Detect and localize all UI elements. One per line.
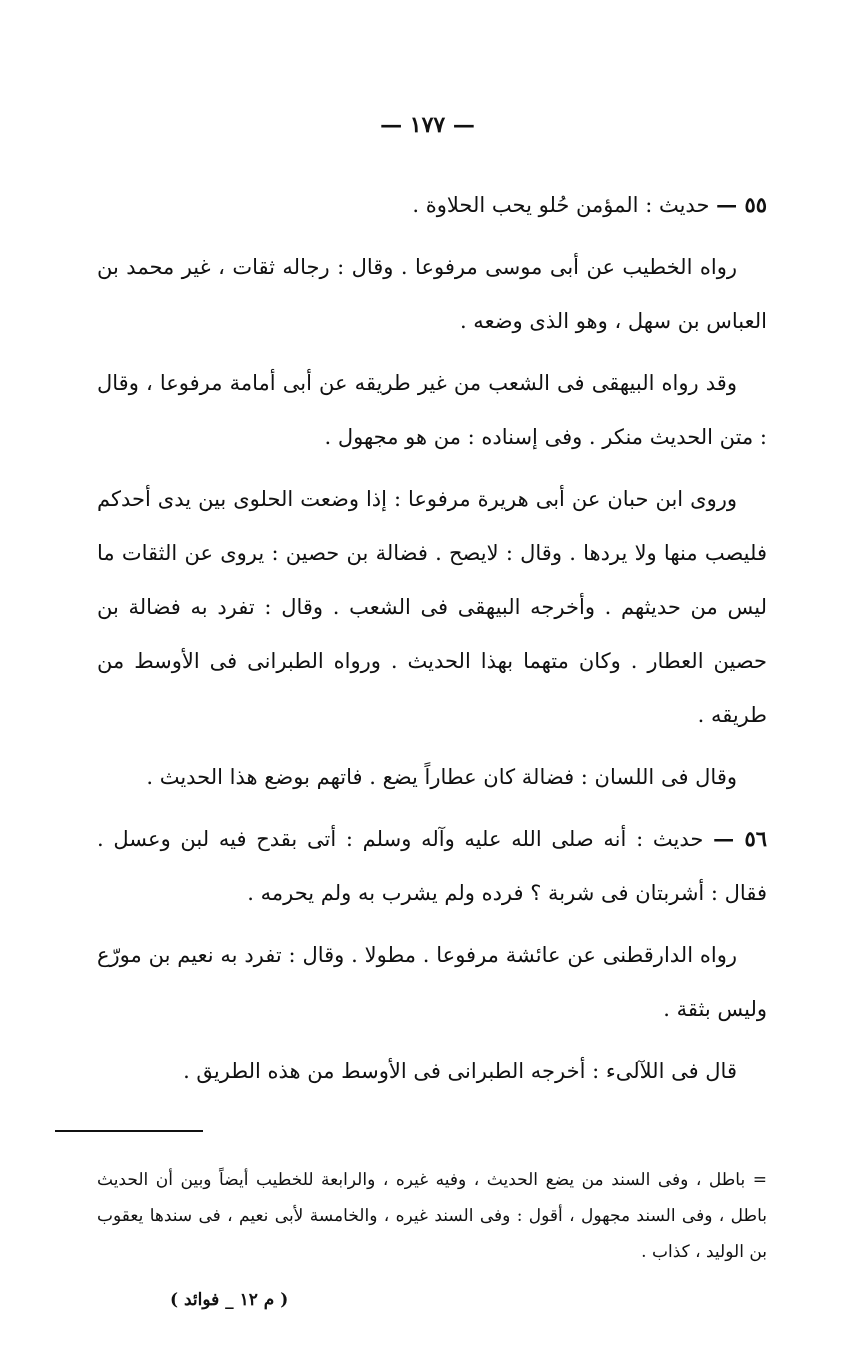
hadith-text: أنه صلى الله عليه وآله وسلم : أتى بقدح فيه لبن وعسل . فقال : أشربتان فى شربة ؟ فرده ولم يشرب به ولم يحرمه . xyxy=(97,827,767,905)
paragraph: وروى ابن حبان عن أبى هريرة مرفوعا : إذا وضعت الحلوى بين يدى أحدكم فليصب منها ولا يردها . وقال : لايصح . فضالة بن حصين : يروى عن الثقات ما ليس من حديثهم . وأخرجه البيهقى فى الشعب . وقال : تفرد به فضالة بن حصين العطار . وكان متهما بهذا الحديث . ورواه الطبرانى فى الأوسط من طريقه . xyxy=(97,487,767,727)
hadith-label: حديث : xyxy=(636,827,704,851)
hadith-55-heading xyxy=(97,178,767,232)
footnote xyxy=(97,1162,767,1270)
paragraph: وقال فى اللسان : فضالة كان عطاراً يضع . فاتهم بوضع هذا الحديث . xyxy=(146,765,737,789)
paragraph: قال فى اللآلىء : أخرجه الطبرانى فى الأوسط من هذه الطريق . xyxy=(183,1059,737,1083)
paragraph: رواه الخطيب عن أبى موسى مرفوعا . وقال : رجاله ثقات ، غير محمد بن العباس بن سهل ، وهو الذى وضعه . xyxy=(97,255,767,333)
hadith-label: حديث : xyxy=(645,193,710,217)
main-text xyxy=(97,178,767,1106)
footnote-text: = باطل ، وفى السند من يضع الحديث ، وفيه غيره ، والرابعة للخطيب أيضاً وبين أن الحديث باطل ، وفى السند مجهول ، أقول : وفى السند غيره ، والخامسة لأبى نعيم ، فى سندها يعقوب بن الوليد ، كذاب . xyxy=(97,1170,767,1262)
hadith-56-heading xyxy=(97,812,767,920)
paragraph: رواه الدارقطنى عن عائشة مرفوعا . مطولا . وقال : تفرد به نعيم بن مورّع وليس بثقة . xyxy=(97,943,767,1021)
hadith-number: ٥٥ — xyxy=(716,192,767,217)
page-number: — ١٧٧ — xyxy=(380,112,475,138)
signature-mark: ( م ١٢ _ فوائد ) xyxy=(170,1290,289,1310)
hadith-number: ٥٦ — xyxy=(713,826,767,851)
paragraph: وقد رواه البيهقى فى الشعب من غير طريقه عن أبى أمامة مرفوعا ، وقال : متن الحديث منكر . وفى إسناده : من هو مجهول . xyxy=(97,371,767,449)
footnote-divider xyxy=(55,1130,203,1132)
hadith-text: المؤمن حُلو يحب الحلاوة . xyxy=(412,193,639,217)
